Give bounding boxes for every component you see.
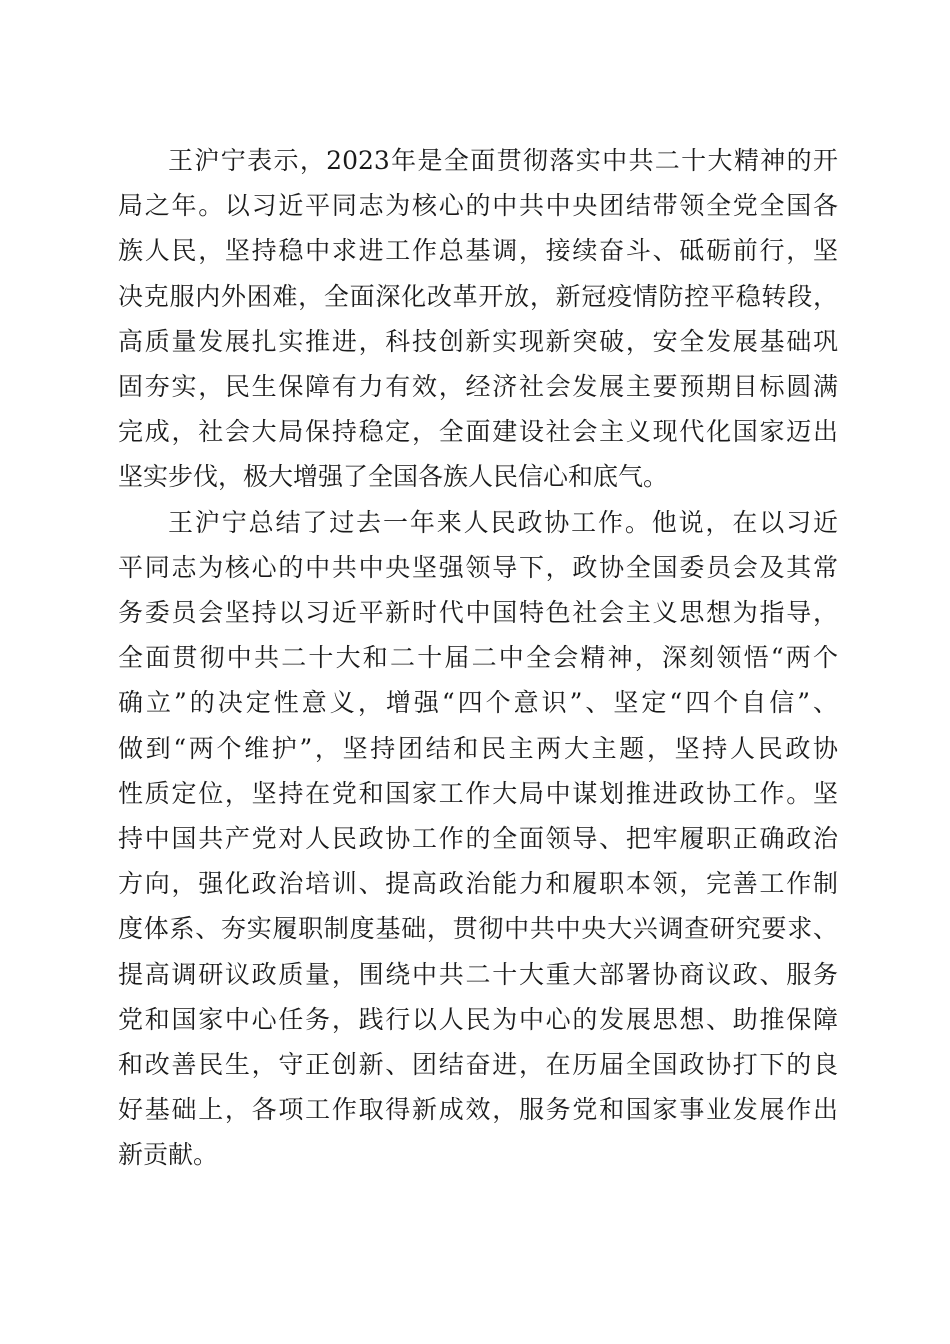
text-line: 新贡献。 [118, 1140, 219, 1170]
text-line: 务委员会坚持以习近平新时代中国特色社会主义思想为指导， [118, 598, 838, 628]
text-line: 度体系、夯实履职制度基础，贯彻中共中央大兴调查研究要求、 [118, 914, 838, 944]
text-line: 和改善民生，守正创新、团结奋进，在历届全国政协打下的良 [118, 1050, 838, 1080]
paragraph-1 [118, 138, 838, 500]
text-line: 性质定位，坚持在党和国家工作大局中谋划推进政协工作。坚 [118, 778, 838, 808]
text-line: 完成，社会大局保持稳定，全面建设社会主义现代化国家迈出 [118, 417, 838, 447]
text-line: 局之年。以习近平同志为核心的中共中央团结带领全党全国各 [118, 191, 838, 221]
paragraph-2 [118, 500, 838, 1178]
text-line: 坚实步伐，极大增强了全国各族人民信心和底气。 [118, 462, 669, 492]
text-line: 提高调研议政质量，围绕中共二十大重大部署协商议政、服务 [118, 959, 838, 989]
text-line: 王沪宁总结了过去一年来人民政协工作。他说，在以习近 [168, 507, 838, 537]
text-line: 确立”的决定性意义，增强“四个意识”、坚定“四个自信”、 [118, 688, 838, 718]
text-line: 决克服内外困难，全面深化改革开放，新冠疫情防控平稳转段， [118, 281, 838, 311]
text-line: 平同志为核心的中共中央坚强领导下，政协全国委员会及其常 [118, 552, 838, 582]
text-line: 持中国共产党对人民政协工作的全面领导、把牢履职正确政治 [118, 824, 838, 854]
document-body [118, 138, 838, 1178]
text-line: 族人民，坚持稳中求进工作总基调，接续奋斗、砥砺前行，坚 [118, 236, 838, 266]
text-line: 党和国家中心任务，践行以人民为中心的发展思想、助推保障 [118, 1004, 838, 1034]
text-line: 全面贯彻中共二十大和二十届二中全会精神，深刻领悟“两个 [118, 643, 838, 673]
text-line: 好基础上，各项工作取得新成效，服务党和国家事业发展作出 [118, 1095, 838, 1125]
text-line: 方向，强化政治培训、提高政治能力和履职本领，完善工作制 [118, 869, 838, 899]
text-line: 王沪宁表示，2023年是全面贯彻落实中共二十大精神的开 [168, 146, 838, 175]
text-line: 做到“两个维护”，坚持团结和民主两大主题，坚持人民政协 [118, 733, 838, 763]
text-line: 固夯实，民生保障有力有效，经济社会发展主要预期目标圆满 [118, 372, 838, 402]
text-line: 高质量发展扎实推进，科技创新实现新突破，安全发展基础巩 [118, 326, 838, 356]
